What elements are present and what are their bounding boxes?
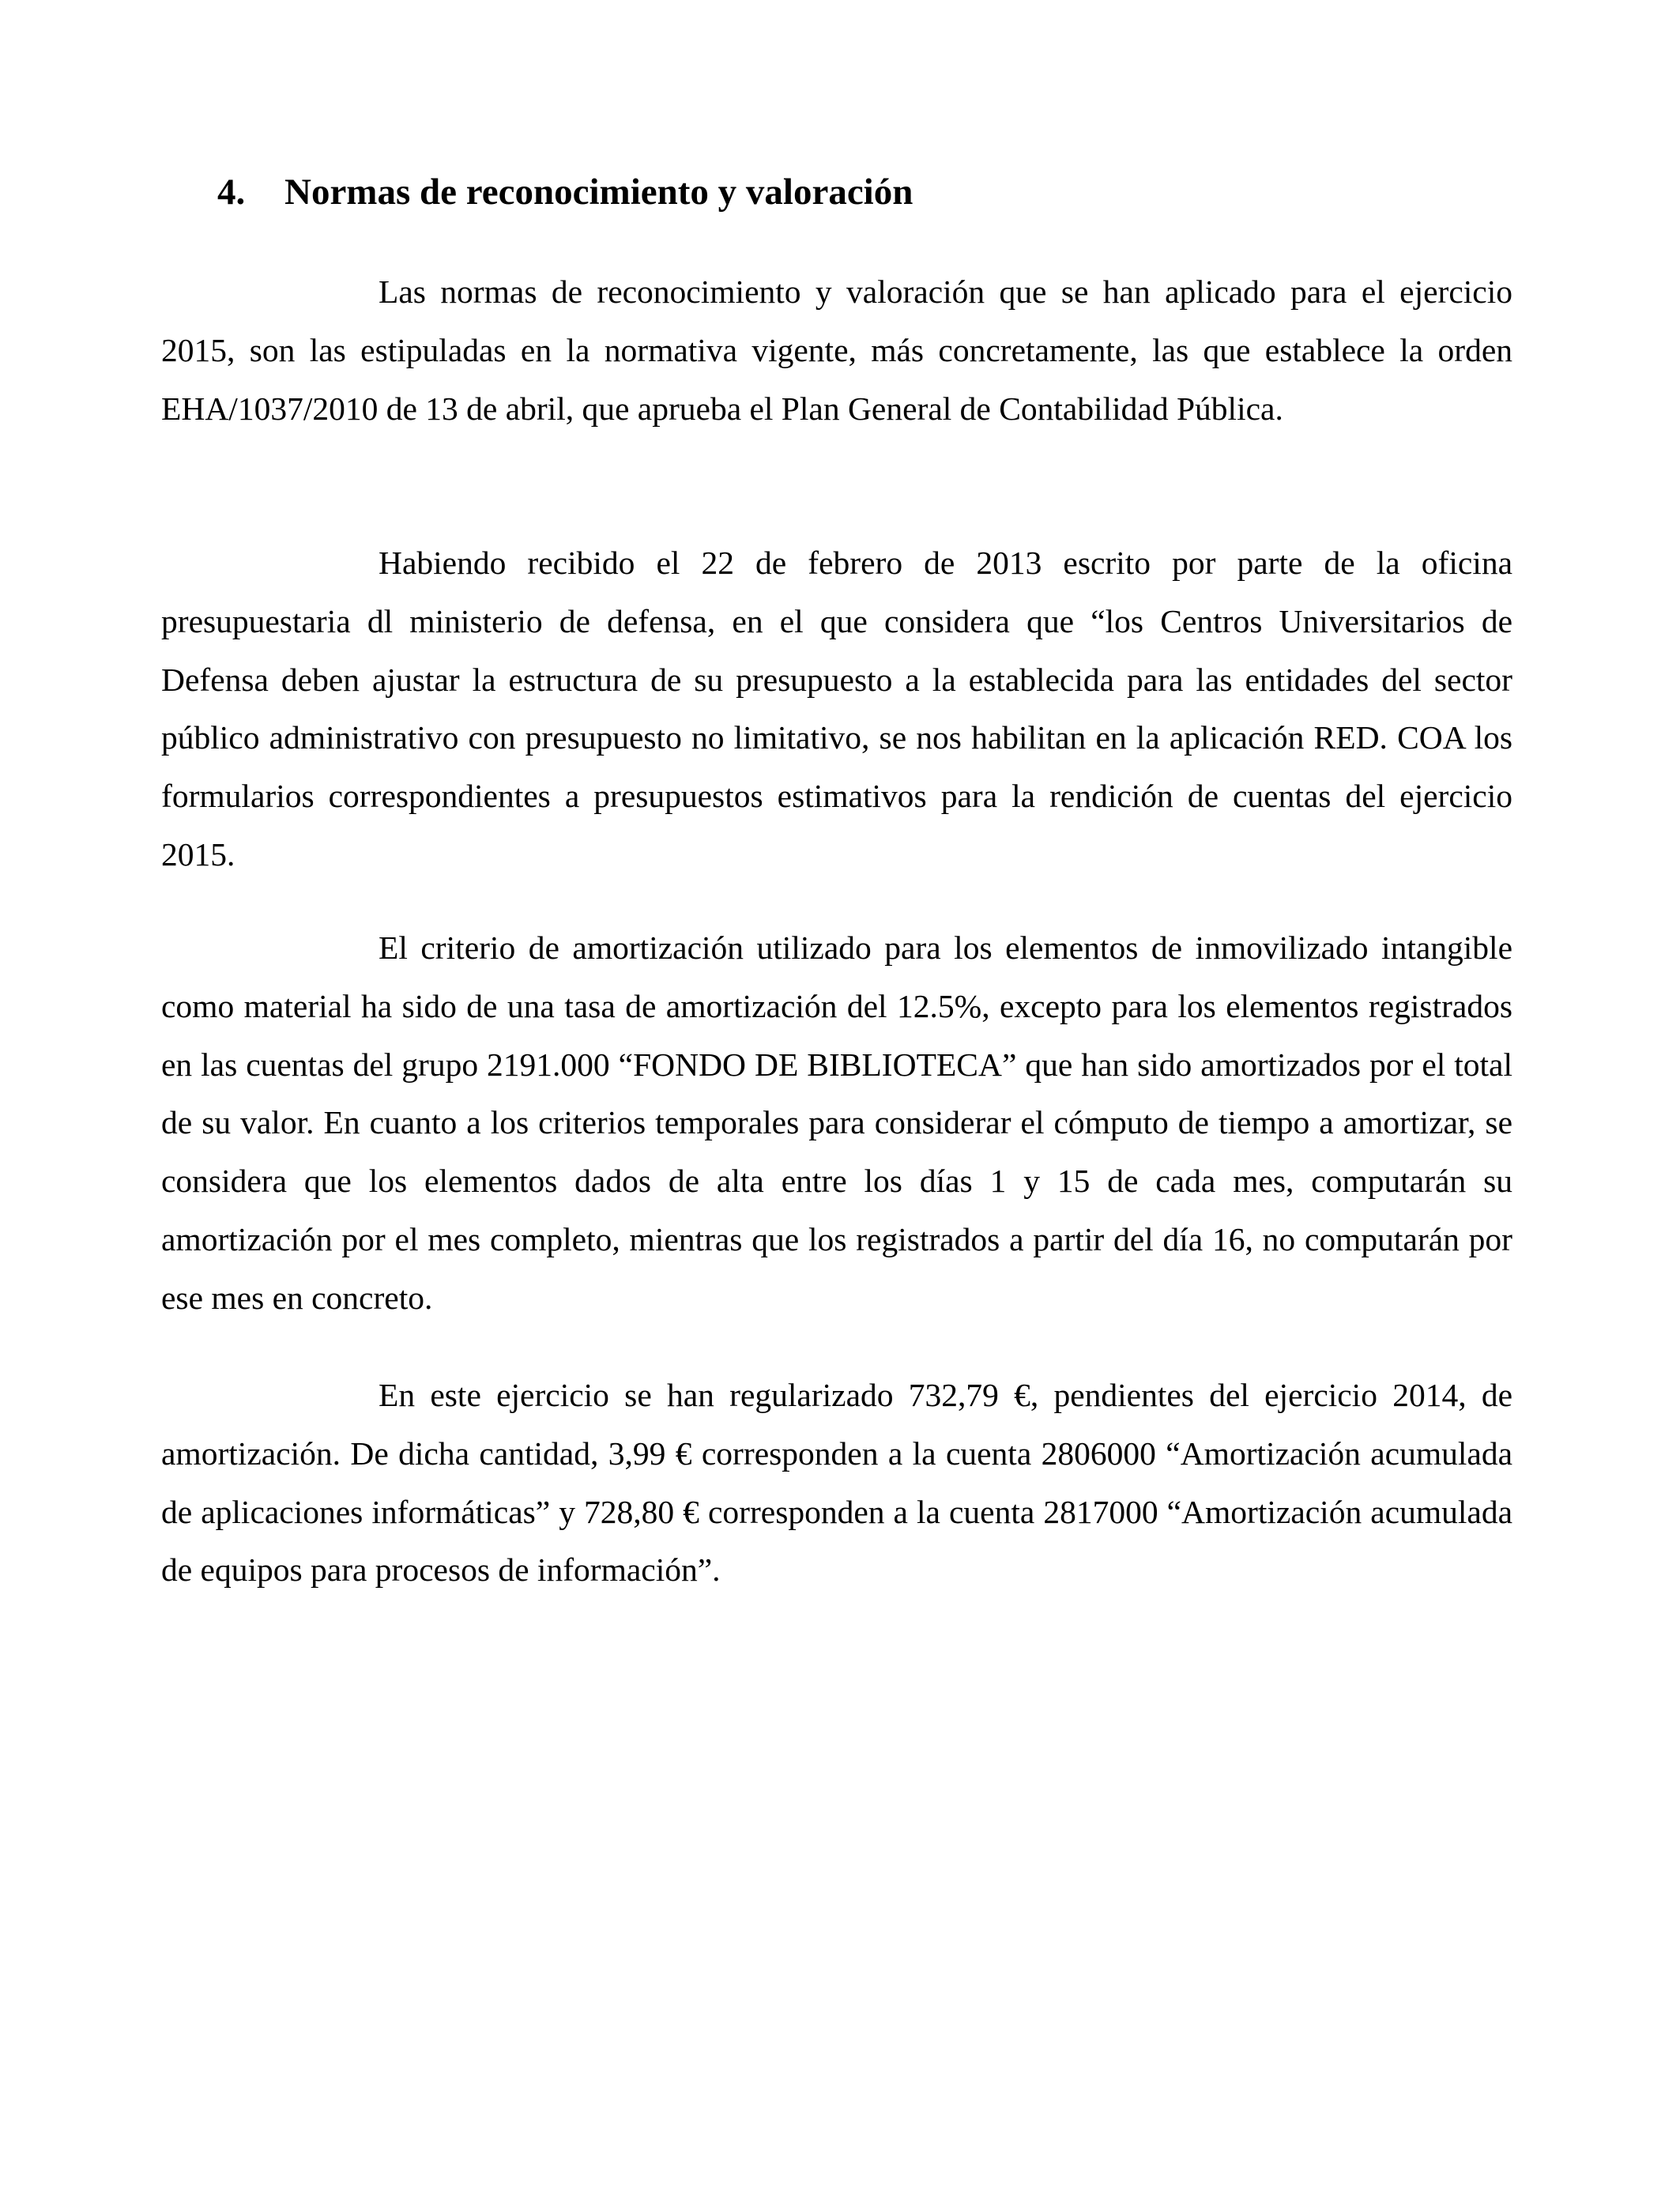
paragraph-regularization: En este ejercicio se han regularizado 732,79 €, pendientes del ejercicio 2014, de amortización. De dicha cantidad, 3,99 € corresponden a la cuenta 2806000 “Amortización acumulada de aplicaciones informáticas” y 728,80 € corresponden a la cuenta 2817000 “Amortización acumulada de equipos para procesos de información”. [161,1377,1512,1589]
paragraph-amortization-criteria: El criterio de amortización utilizado para los elementos de inmovilizado intangible como material ha sido de una tasa de amortización del 12.5%, excepto para los elementos registrados en las cuentas del grupo 2191.000 “FONDO DE BIBLIOTECA” que han sido amortizados por el total de su valor. En cuanto a los criterios temporales para considerar el cómputo de tiempo a amortizar, se considera que los elementos dados de alta entre los días 1 y 15 de cada mes, computarán su amortización por el mes completo, mientras que los registrados a partir del día 16, no computarán por ese mes en concreto. [161,929,1512,1316]
paragraph-recognition-norms: Las normas de reconocimiento y valoración que se han aplicado para el ejercicio 2015, son las estipuladas en la normativa vigente, más concretamente, las que establece la orden EHA/1037/2010 de 13 de abril, que aprueba el Plan General de Contabilidad Pública. [161,273,1512,427]
section-title: Normas de reconocimiento y valoración [284,172,913,213]
paragraph-budget-office-letter: Habiendo recibido el 22 de febrero de 2013 escrito por parte de la oficina presupuestaria dl ministerio de defensa, en el que considera que “los Centros Universitarios de Defensa deben ajustar la estructura de su presupuesto a la establecida para las entidades del sector público administrativo con presupuesto no limitativo, se nos habilitan en la aplicación RED. COA los formularios correspondientes a presupuestos estimativos para la rendición de cuentas del ejercicio 2015. [161,545,1512,873]
section-number: 4. [217,172,246,213]
section-heading [217,164,913,220]
